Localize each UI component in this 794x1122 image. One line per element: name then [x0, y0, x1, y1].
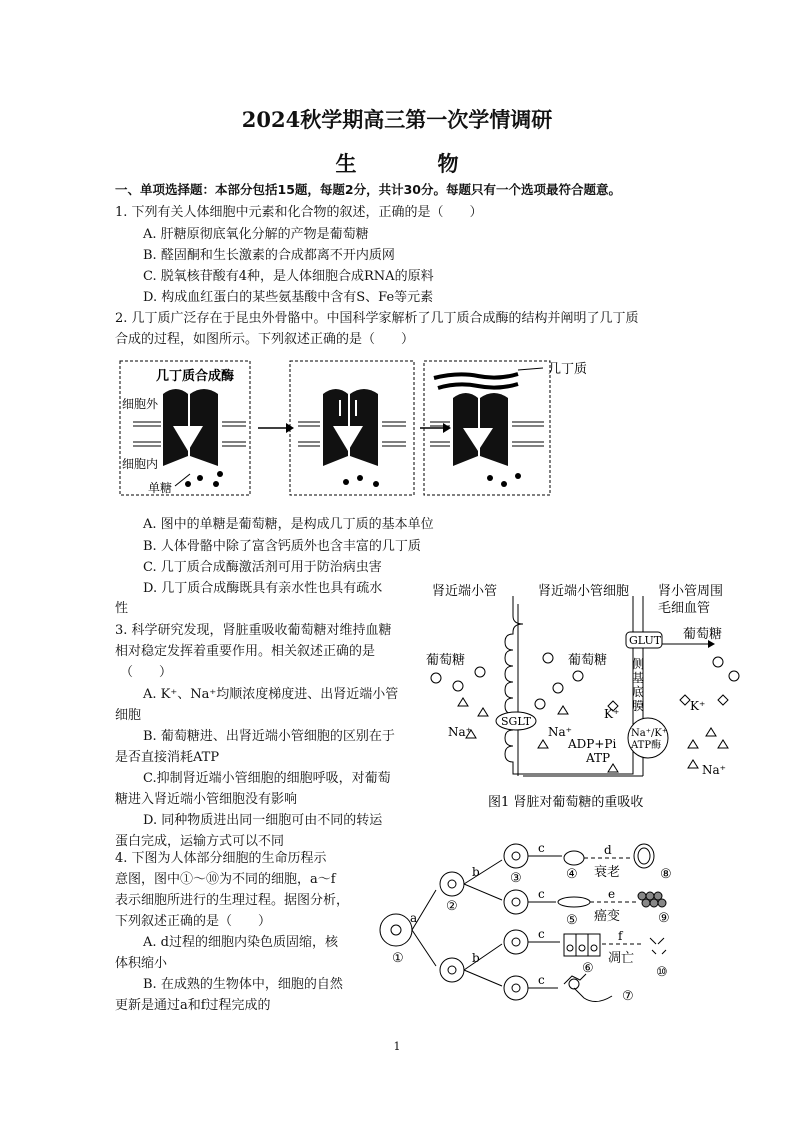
q2-option-c: C. 几丁质合成酶激活剂可用于防治病虫害: [143, 560, 382, 575]
q1-option-a: A. 肝糖原彻底氧化分解的产物是葡萄糖: [143, 227, 369, 242]
label-pump-2: ATP酶: [631, 740, 662, 751]
chitin-synthase-figure: [118, 356, 618, 498]
cell-5: [558, 897, 590, 907]
q3-option-b: B. 葡萄糖进、出肾近端小管细胞的区别在于: [143, 729, 395, 744]
label-n2: ②: [446, 899, 458, 914]
q1-option-c: C. 脱氧核苷酸有4种，是人体细胞合成RNA的原料: [143, 269, 434, 284]
q3-option-c-cont: 糖进入肾近端小管细胞没有影响: [115, 792, 298, 807]
q3-option-c: C.抑制肾近端小管细胞的细胞呼吸，对葡萄: [143, 771, 391, 786]
label-adp: ADP+Pi: [568, 737, 617, 751]
label-c4: c: [538, 973, 545, 987]
cell-1: [380, 914, 412, 946]
q2-option-a: A. 图中的单糖是葡萄糖，是构成几丁质的基本单位: [143, 517, 434, 532]
q4-option-a-cont: 体积缩小: [115, 956, 168, 971]
q3-line-1: 3. 科学研究发现，肾脏重吸收葡萄糖对维持血糖: [115, 623, 392, 638]
q2-stem-line1: 2. 几丁质广泛存在于昆虫外骨骼中。中国科学家解析了几丁质合成酶的结构并阐明了几丁质: [115, 311, 639, 326]
section-heading: 一、单项选择题：本部分包括15题，每题2分，共计30分。每题只有一个选项最符合题意。: [115, 182, 621, 197]
label-monosaccharide: 单糖: [148, 481, 173, 495]
q4-line-3: 表示细胞所进行的生理过程。据图分析，: [115, 893, 350, 908]
label-f: f: [618, 929, 623, 943]
q1-option-b: B. 醛固酮和生长激素的合成都离不开内质网: [143, 248, 395, 263]
q2-stem-line2: 合成的过程，如图所示。下列叙述正确的是（ ）: [115, 332, 415, 347]
cell-2b: [440, 958, 464, 982]
label-tubule: 肾近端小管: [432, 584, 498, 599]
cell-life-history-figure: [368, 838, 698, 1016]
label-n3: ③: [510, 871, 522, 886]
q2-option-d-cont: 性: [115, 601, 129, 616]
q4-line-1: 4. 下图为人体部分细胞的生命历程示: [115, 851, 327, 866]
q4-option-b-cont: 更新是通过a和f过程完成的: [115, 998, 271, 1013]
q2-option-d: D. 几丁质合成酶既具有亲水性也具有疏水: [143, 581, 383, 596]
q4-line-4: 下列叙述正确的是（ ）: [115, 914, 272, 929]
label-k-left: K⁺: [604, 707, 620, 721]
label-c2: c: [538, 887, 545, 901]
label-glucose-right: 葡萄糖: [683, 627, 723, 642]
label-n10: ⑩: [656, 965, 668, 980]
figure-1-caption: 图1 肾脏对葡萄糖的重吸收: [488, 795, 644, 810]
label-glucose-middle: 葡萄糖: [568, 653, 608, 668]
cell-2: [440, 872, 464, 896]
q3-option-a: A. K⁺、Na⁺均顺浓度梯度进、出肾近端小管: [143, 687, 399, 702]
label-outside: 细胞外: [122, 397, 159, 411]
cell-9: [638, 892, 666, 907]
cell-4: [564, 851, 584, 865]
label-chitin: 几丁质: [548, 362, 588, 377]
label-na-right: Na⁺: [702, 763, 726, 777]
chitin-chain: [434, 374, 518, 378]
label-d: d: [604, 843, 612, 857]
q3-line-2: 相对稳定发挥着重要作用。相关叙述正确的是: [115, 644, 376, 659]
label-a: a: [410, 911, 418, 925]
q4-option-a: A. d过程的细胞内染色质固缩，核: [143, 935, 338, 950]
label-cancer: 癌变: [594, 909, 621, 924]
label-death: 凋亡: [608, 951, 635, 966]
apoptosis-fragments: [650, 938, 666, 954]
label-e: e: [608, 887, 616, 901]
label-na-middle: Na⁺: [548, 725, 572, 739]
q3-option-d-cont: 蛋白完成，运输方式可以不同: [115, 834, 285, 849]
label-capillary-1: 肾小管周围: [658, 584, 724, 599]
enzyme-shape-2: [323, 389, 378, 466]
label-basolateral: 侧基底膜: [632, 657, 645, 713]
q1-stem: 1. 下列有关人体细胞中元素和化合物的叙述，正确的是（ ）: [115, 205, 483, 220]
label-glucose-left: 葡萄糖: [426, 653, 466, 668]
q3-line-3: （ ）: [120, 665, 173, 680]
label-pump-1: Na⁺/K⁺: [631, 728, 668, 739]
label-c1: c: [538, 841, 545, 855]
label-aging: 衰老: [594, 865, 621, 880]
arrow-a: [412, 890, 436, 966]
label-k-right: K⁺: [690, 699, 706, 713]
enzyme-shape-1: [163, 389, 218, 466]
label-n7: ⑦: [622, 989, 634, 1004]
label-glut: GLUT: [629, 634, 662, 647]
label-enzyme: 几丁质合成酶: [156, 369, 235, 384]
label-c3: c: [538, 927, 545, 941]
cell-6-epithelium: [564, 934, 600, 956]
label-capillary-2: 毛细血管: [658, 601, 711, 616]
label-na-left: Na⁺: [448, 725, 472, 739]
q1-option-d: D. 构成血红蛋白的某些氨基酸中含有S、Fe等元素: [143, 290, 434, 305]
page-number: 1: [393, 1040, 401, 1053]
q3-option-a-cont: 细胞: [115, 708, 142, 723]
enzyme-shape-3: [453, 393, 508, 466]
kidney-glucose-figure: [418, 576, 758, 812]
label-n1: ①: [392, 951, 404, 966]
label-sglt: SGLT: [501, 715, 532, 728]
label-b1: b: [472, 865, 480, 879]
q4-option-b: B. 在成熟的生物体中，细胞的自然: [143, 977, 343, 992]
exam-title: 2024秋学期高三第一次学情调研: [241, 107, 553, 132]
label-n9: ⑨: [658, 911, 670, 926]
q3-option-b-cont: 是否直接消耗ATP: [115, 750, 220, 765]
label-tubule-cell: 肾近端小管细胞: [538, 584, 630, 599]
label-n8: ⑧: [660, 867, 672, 882]
label-inside: 细胞内: [122, 457, 159, 471]
label-n4: ④: [566, 867, 578, 882]
label-atp: ATP: [586, 751, 611, 765]
q4-line-2: 意图，图中①～⑩为不同的细胞，a～f: [115, 872, 336, 887]
label-n5: ⑤: [566, 913, 578, 928]
q2-option-b: B. 人体骨骼中除了富含钙质外也含丰富的几丁质: [143, 539, 421, 554]
label-n6: ⑥: [582, 961, 594, 976]
label-b2: b: [472, 951, 480, 965]
exam-subject: 生 物: [335, 151, 489, 176]
q3-option-d: D. 同种物质进出同一细胞可由不同的转运: [143, 813, 383, 828]
